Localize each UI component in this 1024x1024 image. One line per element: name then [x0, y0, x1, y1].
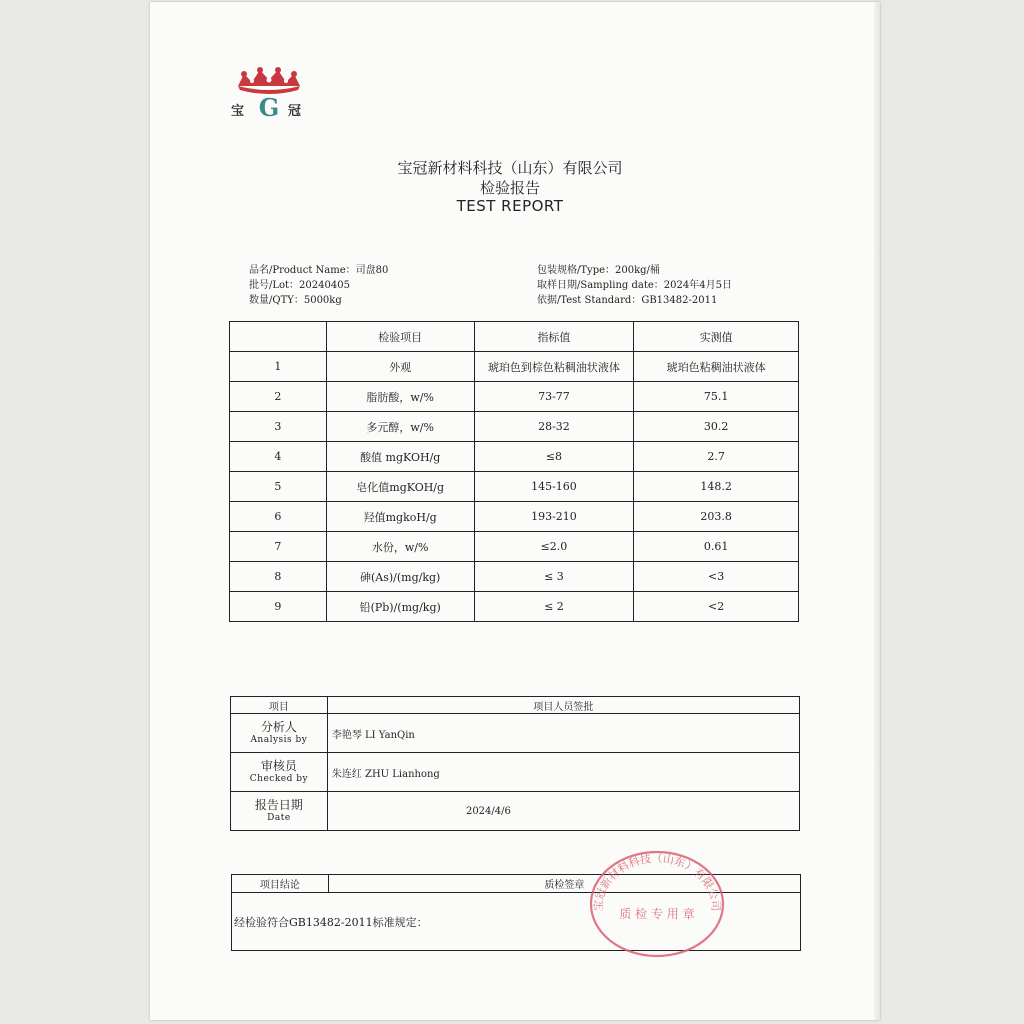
analysis-label-cn: 分析人 — [260, 720, 297, 734]
row-measured: 148.2 — [634, 472, 799, 502]
row-index: 2 — [230, 382, 327, 412]
conclusion-header: 项目结论 — [232, 875, 329, 893]
row-measured: 75.1 — [634, 382, 799, 412]
meta-qty: 数量/QTY：5000kg — [249, 295, 342, 306]
conclusion-text: 经检验符合GB13482-2011标准规定： — [232, 893, 801, 951]
table-row — [230, 562, 799, 592]
table-row — [230, 502, 799, 532]
row-index: 3 — [230, 412, 327, 442]
row-spec: 琥珀色到棕色粘稠油状液体 — [474, 352, 634, 382]
results-header-row — [230, 322, 799, 352]
meta-type: 包装规格/Type：200kg/桶 — [537, 265, 660, 276]
checked-label-en: Checked by — [249, 774, 309, 784]
row-item: 皂化值mgKOH/g — [326, 472, 474, 502]
header-item: 检验项目 — [326, 322, 474, 352]
row-spec: 28-32 — [474, 412, 634, 442]
date-label-cn: 报告日期 — [254, 798, 303, 812]
row-spec: ≤ 3 — [474, 562, 634, 592]
results-table — [229, 321, 799, 622]
quality-stamp — [586, 846, 728, 958]
company-name: 宝冠新材料科技（山东）有限公司 — [397, 159, 623, 177]
checked-value: 朱连红 ZHU Lianhong — [327, 753, 799, 792]
table-row — [230, 352, 799, 382]
row-measured: <2 — [634, 592, 799, 622]
meta-product: 品名/Product Name：司盘80 — [249, 265, 389, 276]
report-title-cn: 检验报告 — [479, 179, 540, 197]
approval-header-sign: 项目人员签批 — [327, 697, 799, 714]
report-title-en: TEST REPORT — [456, 197, 564, 215]
row-item: 砷(As)/(mg/kg) — [326, 562, 474, 592]
row-index: 4 — [230, 442, 327, 472]
table-row — [230, 532, 799, 562]
table-row — [230, 382, 799, 412]
row-index: 1 — [230, 352, 327, 382]
row-spec: ≤ 2 — [474, 592, 634, 622]
checked-label — [231, 753, 328, 792]
row-item: 铅(Pb)/(mg/kg) — [326, 592, 474, 622]
meta-sampling: 取样日期/Sampling date：2024年4月5日 — [537, 280, 732, 291]
meta-standard: 依据/Test Standard：GB13482-2011 — [537, 295, 718, 306]
row-item: 外观 — [326, 352, 474, 382]
row-item: 多元醇，w/% — [326, 412, 474, 442]
row-index: 7 — [230, 532, 327, 562]
paper-edge — [874, 2, 880, 1020]
logo-right-char: 冠 — [288, 104, 302, 119]
row-measured: 2.7 — [634, 442, 799, 472]
row-index: 5 — [230, 472, 327, 502]
table-row — [230, 412, 799, 442]
row-measured: 0.61 — [634, 532, 799, 562]
header-spec: 指标值 — [474, 322, 634, 352]
row-spec: 193-210 — [474, 502, 634, 532]
date-label-en: Date — [267, 813, 291, 823]
row-item: 水份，w/% — [326, 532, 474, 562]
checked-label-cn: 审核员 — [260, 759, 297, 773]
svg-text:G: G — [258, 93, 280, 120]
approval-row-checked — [231, 753, 800, 792]
row-measured: 30.2 — [634, 412, 799, 442]
row-index: 6 — [230, 502, 327, 532]
analysis-label — [231, 714, 328, 753]
approval-table — [230, 696, 800, 831]
header-index — [230, 322, 327, 352]
approval-row-analysis — [231, 714, 800, 753]
approval-row-date — [231, 792, 800, 831]
row-item: 羟值mgkoH/g — [326, 502, 474, 532]
analysis-value: 李艳琴 LI YanQin — [327, 714, 799, 753]
stamp-center-text: 质 检 专 用 章 — [619, 907, 695, 921]
approval-header-row — [231, 697, 800, 714]
analysis-label-en: Analysis by — [250, 735, 308, 745]
row-index: 9 — [230, 592, 327, 622]
row-spec: 73-77 — [474, 382, 634, 412]
stamp-ring-text: 宝冠新材料科技（山东）有限公司 — [591, 852, 723, 912]
date-label — [231, 792, 328, 831]
row-item: 酸值 mgKOH/g — [326, 442, 474, 472]
row-index: 8 — [230, 562, 327, 592]
table-row — [230, 442, 799, 472]
stamp-seal — [586, 846, 728, 958]
row-spec: ≤2.0 — [474, 532, 634, 562]
row-spec: ≤8 — [474, 442, 634, 472]
stamp-header: 质检签章 — [328, 875, 800, 893]
date-value: 2024/4/6 — [327, 792, 799, 831]
table-row — [230, 472, 799, 502]
header-measured: 实测值 — [634, 322, 799, 352]
approval-header-item: 项目 — [231, 697, 328, 714]
row-spec: 145-160 — [474, 472, 634, 502]
meta-lot: 批号/Lot：20240405 — [249, 280, 350, 291]
row-measured: 203.8 — [634, 502, 799, 532]
row-measured: <3 — [634, 562, 799, 592]
logo-left-char: 宝 — [231, 104, 245, 119]
row-measured: 琥珀色粘稠油状液体 — [634, 352, 799, 382]
table-row — [230, 592, 799, 622]
row-item: 脂肪酸，w/% — [326, 382, 474, 412]
